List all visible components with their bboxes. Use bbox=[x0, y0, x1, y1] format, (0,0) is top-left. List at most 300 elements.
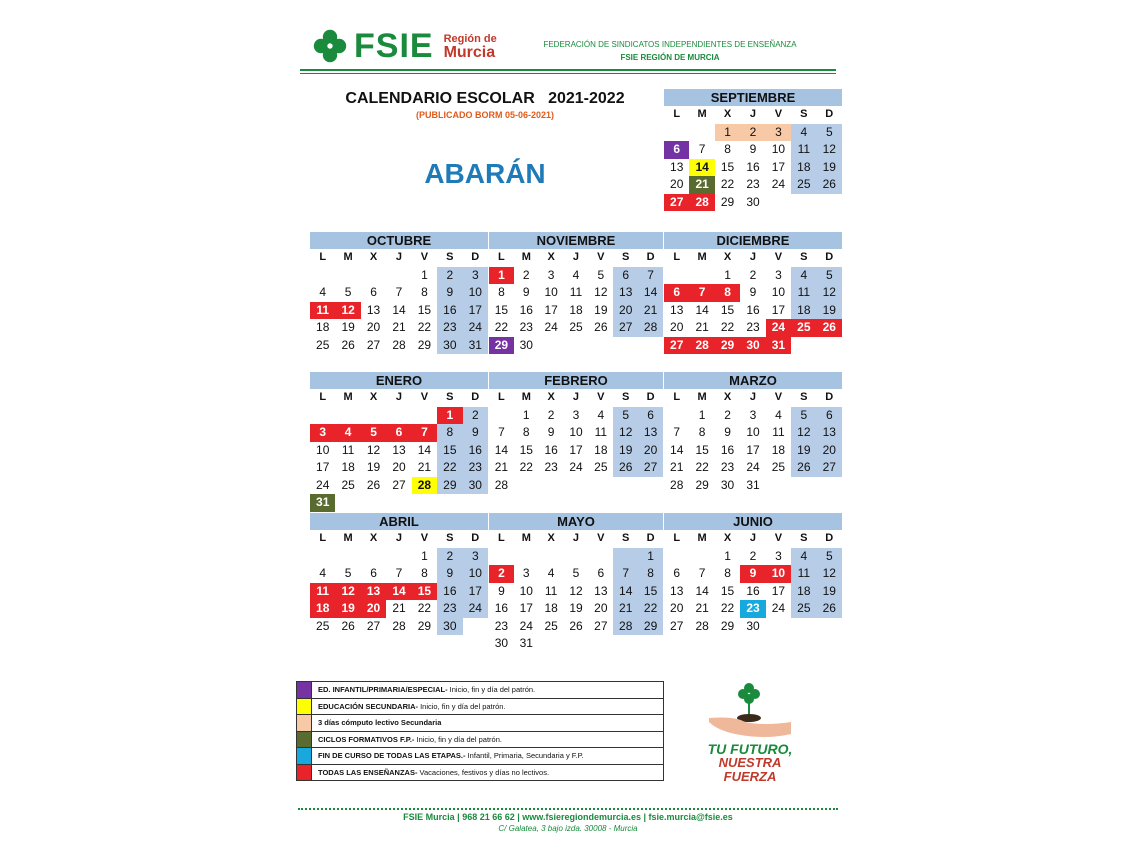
weekday-label: J bbox=[749, 251, 757, 263]
day-cell: 12 bbox=[817, 284, 842, 302]
footer-contact: FSIE Murcia | 968 21 66 62 | www.fsieregiondemurcia.es | fsie.murcia@fsie.es bbox=[403, 812, 733, 822]
day-cell: 26 bbox=[366, 477, 381, 492]
day-cell: 19 bbox=[341, 320, 355, 334]
weekday-label: S bbox=[446, 532, 454, 544]
day-cell: 5 bbox=[344, 566, 352, 580]
day-cell: 15 bbox=[494, 302, 509, 317]
day-cell: 11 bbox=[341, 442, 355, 457]
day-cell: 22 bbox=[417, 601, 432, 615]
day-cell: 22 bbox=[494, 320, 509, 334]
day-cell: 5 bbox=[791, 407, 816, 425]
day-cell: 19 bbox=[366, 460, 381, 474]
footer-address: C/ Galatea, 3 bajo izda. 30008 - Murcia bbox=[498, 824, 638, 833]
day-cell: 12 bbox=[594, 285, 608, 299]
day-cell: 14 bbox=[695, 583, 709, 598]
day-cell: 7 bbox=[698, 142, 706, 156]
day-cell: 6 bbox=[638, 407, 663, 425]
day-cell: 26 bbox=[569, 618, 583, 633]
weekday-label: S bbox=[622, 251, 630, 263]
day-cell: 15 bbox=[720, 583, 735, 598]
day-cell: 9 bbox=[547, 425, 555, 439]
day-cell: 8 bbox=[715, 284, 740, 302]
day-cell: 16 bbox=[437, 583, 462, 601]
weekday-label: L bbox=[319, 532, 327, 544]
weekday-label: V bbox=[420, 532, 429, 544]
day-cell: 4 bbox=[791, 124, 816, 142]
day-cell: 1 bbox=[522, 407, 530, 422]
day-cell: 24 bbox=[569, 460, 583, 474]
day-cell: 2 bbox=[463, 407, 488, 425]
weekday-label: V bbox=[597, 391, 605, 403]
day-cell: 13 bbox=[594, 583, 608, 598]
day-cell: 27 bbox=[817, 459, 842, 477]
day-cell: 14 bbox=[494, 442, 509, 457]
day-cell: 22 bbox=[720, 320, 735, 334]
day-cell: 21 bbox=[689, 176, 714, 194]
day-cell: 22 bbox=[417, 320, 432, 334]
fsie-logo bbox=[312, 26, 497, 66]
day-cell: 3 bbox=[463, 267, 488, 285]
weekday-label: M bbox=[343, 251, 353, 263]
day-cell: 6 bbox=[664, 284, 689, 302]
day-cell: 23 bbox=[740, 600, 765, 618]
day-cell: 5 bbox=[817, 267, 842, 285]
day-cell: 26 bbox=[594, 320, 608, 334]
day-cell: 28 bbox=[613, 618, 638, 636]
weekday-label: J bbox=[395, 251, 403, 263]
legend-row bbox=[297, 682, 663, 699]
day-cell: 17 bbox=[771, 583, 786, 598]
day-cell: 23 bbox=[437, 600, 462, 618]
month-abril bbox=[310, 513, 488, 635]
month-marzo bbox=[664, 372, 842, 494]
day-cell: 26 bbox=[817, 319, 842, 337]
weekday-label: J bbox=[572, 532, 580, 544]
day-cell: 2 bbox=[437, 548, 462, 566]
day-cell: 1 bbox=[638, 548, 663, 566]
empty-cell bbox=[361, 407, 386, 425]
weekday-label: V bbox=[597, 532, 605, 544]
empty-cell bbox=[689, 124, 714, 142]
footer-divider bbox=[298, 808, 838, 810]
day-cell: 27 bbox=[664, 337, 689, 355]
month-grid bbox=[310, 530, 488, 635]
day-cell: 24 bbox=[766, 319, 791, 337]
empty-cell bbox=[664, 548, 689, 566]
month-mayo bbox=[489, 513, 663, 653]
day-cell: 8 bbox=[638, 565, 663, 583]
day-cell: 14 bbox=[613, 583, 638, 601]
day-cell: 27 bbox=[366, 618, 381, 633]
day-cell: 16 bbox=[544, 442, 558, 457]
day-cell: 9 bbox=[740, 565, 765, 583]
empty-cell bbox=[489, 548, 514, 566]
day-cell: 6 bbox=[664, 141, 689, 159]
day-cell: 17 bbox=[746, 442, 760, 457]
month-grid bbox=[310, 389, 488, 512]
day-cell: 6 bbox=[817, 407, 842, 425]
day-cell: 30 bbox=[519, 337, 533, 352]
weekday-label: D bbox=[646, 251, 655, 263]
day-cell: 18 bbox=[316, 320, 330, 334]
day-cell: 20 bbox=[670, 177, 684, 191]
slogan: TU FUTURO, NUESTRA FUERZA bbox=[707, 741, 793, 784]
day-cell: 1 bbox=[724, 267, 731, 282]
weekday-label: S bbox=[800, 108, 808, 120]
day-cell: 10 bbox=[463, 565, 488, 583]
day-cell: 7 bbox=[395, 566, 403, 580]
day-cell: 13 bbox=[638, 424, 663, 442]
day-cell: 26 bbox=[817, 600, 842, 618]
day-cell: 14 bbox=[689, 159, 714, 177]
day-cell: 25 bbox=[791, 176, 816, 194]
empty-cell bbox=[489, 407, 514, 425]
day-cell: 8 bbox=[522, 425, 530, 439]
day-cell: 9 bbox=[749, 142, 757, 156]
day-cell: 20 bbox=[366, 320, 381, 334]
day-cell: 8 bbox=[421, 566, 428, 580]
empty-cell bbox=[564, 548, 589, 566]
day-cell: 18 bbox=[544, 601, 558, 615]
day-cell: 12 bbox=[817, 565, 842, 583]
day-cell: 29 bbox=[437, 477, 462, 495]
weekday-label: D bbox=[471, 251, 480, 263]
day-cell: 10 bbox=[463, 284, 488, 302]
day-cell: 1 bbox=[489, 267, 514, 285]
day-cell: 8 bbox=[698, 425, 706, 439]
weekday-label: S bbox=[800, 251, 808, 263]
day-cell: 10 bbox=[771, 285, 786, 299]
weekday-label: X bbox=[723, 251, 732, 263]
legend-swatch bbox=[297, 715, 312, 731]
weekday-label: L bbox=[673, 532, 681, 544]
day-cell: 9 bbox=[437, 284, 462, 302]
weekday-label: X bbox=[723, 108, 732, 120]
day-cell: 30 bbox=[494, 636, 509, 650]
day-cell: 19 bbox=[817, 302, 842, 320]
day-cell: 19 bbox=[791, 442, 816, 460]
day-cell: 9 bbox=[437, 565, 462, 583]
legend-swatch bbox=[297, 732, 312, 748]
month-junio bbox=[664, 513, 842, 635]
day-cell: 22 bbox=[638, 600, 663, 618]
day-cell: 17 bbox=[544, 302, 558, 317]
month-grid bbox=[664, 389, 842, 494]
day-cell: 7 bbox=[395, 285, 403, 299]
day-cell: 20 bbox=[613, 302, 638, 320]
weekday-label: D bbox=[471, 391, 480, 403]
page-subtitle: (PUBLICADO BORM 05-06-2021) bbox=[415, 110, 555, 120]
day-cell: 28 bbox=[670, 477, 684, 492]
day-cell: 1 bbox=[715, 124, 740, 142]
month-grid bbox=[310, 249, 488, 354]
day-cell: 21 bbox=[392, 601, 406, 615]
legend-swatch bbox=[297, 699, 312, 715]
day-cell: 30 bbox=[720, 477, 735, 492]
day-cell: 18 bbox=[791, 159, 816, 177]
day-cell: 16 bbox=[746, 159, 760, 174]
weekday-label: L bbox=[498, 391, 505, 403]
day-cell: 20 bbox=[594, 601, 608, 615]
month-title: OCTUBRE bbox=[310, 232, 488, 249]
weekday-label: V bbox=[774, 108, 783, 120]
day-cell: 2 bbox=[437, 267, 462, 285]
day-cell: 27 bbox=[670, 618, 684, 633]
day-cell: 17 bbox=[771, 159, 786, 174]
day-cell: 15 bbox=[412, 583, 437, 601]
day-cell: 9 bbox=[463, 424, 488, 442]
day-cell: 13 bbox=[392, 442, 406, 457]
empty-cell bbox=[689, 548, 714, 566]
day-cell: 22 bbox=[720, 177, 735, 191]
day-cell: 21 bbox=[670, 460, 684, 474]
day-cell: 21 bbox=[392, 320, 406, 334]
day-cell: 21 bbox=[695, 320, 709, 334]
town-name: ABARÁN bbox=[424, 158, 546, 189]
day-cell: 25 bbox=[791, 319, 816, 337]
day-cell: 12 bbox=[817, 141, 842, 159]
weekday-label: J bbox=[395, 532, 403, 544]
weekday-label: D bbox=[825, 532, 834, 544]
day-cell: 18 bbox=[791, 583, 816, 601]
day-cell: 4 bbox=[319, 566, 327, 580]
hand-plant-icon bbox=[705, 678, 795, 746]
day-cell: 22 bbox=[720, 601, 735, 615]
weekday-label: D bbox=[825, 391, 834, 403]
day-cell: 15 bbox=[695, 442, 709, 457]
day-cell: 28 bbox=[689, 194, 714, 212]
day-cell: 4 bbox=[335, 424, 360, 442]
day-cell: 7 bbox=[412, 424, 437, 442]
day-cell: 12 bbox=[366, 442, 381, 457]
empty-cell bbox=[664, 124, 689, 142]
header-divider bbox=[300, 69, 836, 71]
day-cell: 2 bbox=[740, 124, 765, 142]
day-cell: 17 bbox=[316, 460, 330, 474]
day-cell: 5 bbox=[597, 267, 605, 282]
weekday-label: J bbox=[572, 251, 580, 263]
day-cell: 14 bbox=[695, 302, 709, 317]
day-cell: 15 bbox=[638, 583, 663, 601]
day-cell: 29 bbox=[417, 337, 432, 352]
day-cell: 6 bbox=[597, 566, 605, 580]
weekday-label: M bbox=[697, 251, 707, 263]
day-cell: 26 bbox=[791, 459, 816, 477]
day-cell: 8 bbox=[437, 424, 462, 442]
day-cell: 13 bbox=[817, 424, 842, 442]
empty-cell bbox=[613, 548, 638, 566]
empty-cell bbox=[588, 548, 613, 566]
day-cell: 29 bbox=[638, 618, 663, 636]
day-cell: 13 bbox=[670, 583, 684, 598]
day-cell: 15 bbox=[720, 159, 735, 174]
day-cell: 16 bbox=[437, 302, 462, 320]
day-cell: 1 bbox=[698, 407, 706, 422]
month-title: DICIEMBRE bbox=[664, 232, 842, 249]
day-cell: 16 bbox=[463, 442, 488, 460]
day-cell: 13 bbox=[361, 583, 386, 601]
day-cell: 7 bbox=[613, 565, 638, 583]
day-cell: 20 bbox=[670, 601, 684, 615]
day-cell: 15 bbox=[417, 302, 432, 317]
day-cell: 31 bbox=[463, 337, 488, 355]
weekday-label: V bbox=[420, 251, 429, 263]
legend-text: ED. INFANTIL/PRIMARIA/ESPECIAL- Inicio, fin y día del patrón. bbox=[318, 685, 536, 695]
day-cell: 19 bbox=[569, 601, 583, 615]
day-cell: 1 bbox=[421, 267, 428, 282]
day-cell: 24 bbox=[519, 618, 533, 633]
day-cell: 28 bbox=[412, 477, 437, 495]
weekday-label: J bbox=[749, 391, 757, 403]
legend-swatch bbox=[297, 765, 312, 781]
day-cell: 6 bbox=[386, 424, 411, 442]
clover-icon bbox=[312, 28, 348, 64]
day-cell: 25 bbox=[316, 337, 330, 352]
empty-cell bbox=[310, 267, 335, 285]
weekday-label: M bbox=[521, 532, 531, 544]
empty-cell bbox=[310, 407, 335, 425]
day-cell: 1 bbox=[421, 548, 428, 563]
day-cell: 16 bbox=[519, 302, 533, 317]
day-cell: 3 bbox=[522, 566, 530, 580]
day-cell: 7 bbox=[498, 425, 505, 439]
day-cell: 20 bbox=[361, 600, 386, 618]
day-cell: 10 bbox=[569, 425, 583, 439]
day-cell: 10 bbox=[766, 565, 791, 583]
weekday-label: M bbox=[697, 532, 707, 544]
month-title: ABRIL bbox=[310, 513, 488, 530]
legend-text: 3 días cómputo lectivo Secundaria bbox=[318, 718, 442, 728]
day-cell: 27 bbox=[392, 477, 406, 492]
day-cell: 14 bbox=[417, 442, 432, 457]
day-cell: 31 bbox=[310, 494, 335, 512]
day-cell: 7 bbox=[673, 425, 681, 439]
day-cell: 10 bbox=[519, 583, 533, 598]
day-cell: 23 bbox=[519, 320, 533, 334]
day-cell: 23 bbox=[544, 460, 558, 474]
day-cell: 5 bbox=[344, 285, 352, 299]
day-cell: 24 bbox=[771, 601, 786, 615]
day-cell: 24 bbox=[463, 600, 488, 618]
legend-row bbox=[297, 732, 663, 749]
month-septiembre bbox=[664, 89, 842, 211]
header-divider-thin bbox=[300, 73, 836, 74]
day-cell: 24 bbox=[746, 460, 760, 474]
weekday-label: L bbox=[319, 251, 327, 263]
day-cell: 16 bbox=[746, 583, 760, 598]
day-cell: 6 bbox=[673, 566, 681, 580]
day-cell: 27 bbox=[664, 194, 689, 212]
legend-swatch bbox=[297, 682, 312, 698]
month-octubre bbox=[310, 232, 488, 354]
weekday-label: S bbox=[622, 391, 630, 403]
weekday-label: J bbox=[749, 108, 757, 120]
day-cell: 30 bbox=[746, 618, 760, 633]
day-cell: 2 bbox=[489, 565, 514, 583]
month-grid bbox=[664, 249, 842, 354]
day-cell: 29 bbox=[720, 618, 735, 633]
day-cell: 18 bbox=[771, 442, 786, 457]
weekday-label: X bbox=[723, 391, 732, 403]
weekday-label: X bbox=[547, 391, 555, 403]
day-cell: 12 bbox=[569, 583, 583, 598]
weekday-label: M bbox=[697, 391, 707, 403]
day-cell: 27 bbox=[613, 319, 638, 337]
weekday-label: D bbox=[825, 108, 834, 120]
day-cell: 3 bbox=[547, 267, 555, 282]
day-cell: 27 bbox=[638, 459, 663, 477]
day-cell: 15 bbox=[720, 302, 735, 317]
day-cell: 22 bbox=[695, 460, 709, 474]
legend-text: FIN DE CURSO DE TODAS LAS ETAPAS.- Infantil, Primaria, Secundaria y F.P. bbox=[318, 751, 584, 761]
day-cell: 23 bbox=[746, 177, 760, 191]
day-cell: 8 bbox=[724, 142, 731, 156]
day-cell: 26 bbox=[341, 618, 355, 633]
day-cell: 25 bbox=[341, 477, 355, 492]
day-cell: 28 bbox=[494, 477, 509, 492]
day-cell: 5 bbox=[613, 407, 638, 425]
day-cell: 4 bbox=[791, 548, 816, 566]
weekday-label: J bbox=[572, 391, 580, 403]
day-cell: 17 bbox=[569, 442, 583, 457]
day-cell: 6 bbox=[370, 566, 377, 580]
day-cell: 11 bbox=[569, 285, 583, 299]
weekday-label: L bbox=[673, 251, 681, 263]
legend-row bbox=[297, 748, 663, 765]
day-cell: 7 bbox=[638, 267, 663, 285]
day-cell: 8 bbox=[724, 566, 731, 580]
day-cell: 11 bbox=[544, 583, 558, 598]
day-cell: 8 bbox=[498, 285, 505, 299]
empty-cell bbox=[386, 407, 411, 425]
weekday-label: L bbox=[498, 251, 505, 263]
day-cell: 17 bbox=[771, 302, 786, 317]
legend-row bbox=[297, 715, 663, 732]
day-cell: 11 bbox=[791, 141, 816, 159]
day-cell: 19 bbox=[613, 442, 638, 460]
day-cell: 10 bbox=[746, 425, 760, 439]
day-cell: 9 bbox=[724, 425, 731, 439]
day-cell: 8 bbox=[421, 285, 428, 299]
empty-cell bbox=[386, 267, 411, 285]
day-cell: 3 bbox=[775, 548, 782, 563]
weekday-label: V bbox=[420, 391, 429, 403]
day-cell: 18 bbox=[569, 302, 583, 317]
day-cell: 31 bbox=[519, 636, 533, 650]
day-cell: 20 bbox=[670, 320, 684, 334]
day-cell: 17 bbox=[463, 302, 488, 320]
day-cell: 26 bbox=[341, 337, 355, 352]
day-cell: 27 bbox=[594, 618, 608, 633]
day-cell: 13 bbox=[613, 284, 638, 302]
empty-cell bbox=[412, 407, 437, 425]
weekday-label: D bbox=[646, 532, 655, 544]
weekday-label: M bbox=[521, 391, 531, 403]
day-cell: 14 bbox=[670, 442, 684, 457]
day-cell: 23 bbox=[437, 319, 462, 337]
day-cell: 22 bbox=[437, 459, 462, 477]
day-cell: 11 bbox=[594, 425, 608, 439]
empty-cell bbox=[335, 548, 360, 566]
day-cell: 5 bbox=[361, 424, 386, 442]
weekday-label: X bbox=[547, 251, 555, 263]
day-cell: 30 bbox=[463, 477, 488, 495]
day-cell: 21 bbox=[695, 601, 709, 615]
day-cell: 19 bbox=[817, 159, 842, 177]
day-cell: 10 bbox=[316, 442, 330, 457]
day-cell: 21 bbox=[638, 302, 663, 320]
day-cell: 13 bbox=[670, 159, 684, 174]
